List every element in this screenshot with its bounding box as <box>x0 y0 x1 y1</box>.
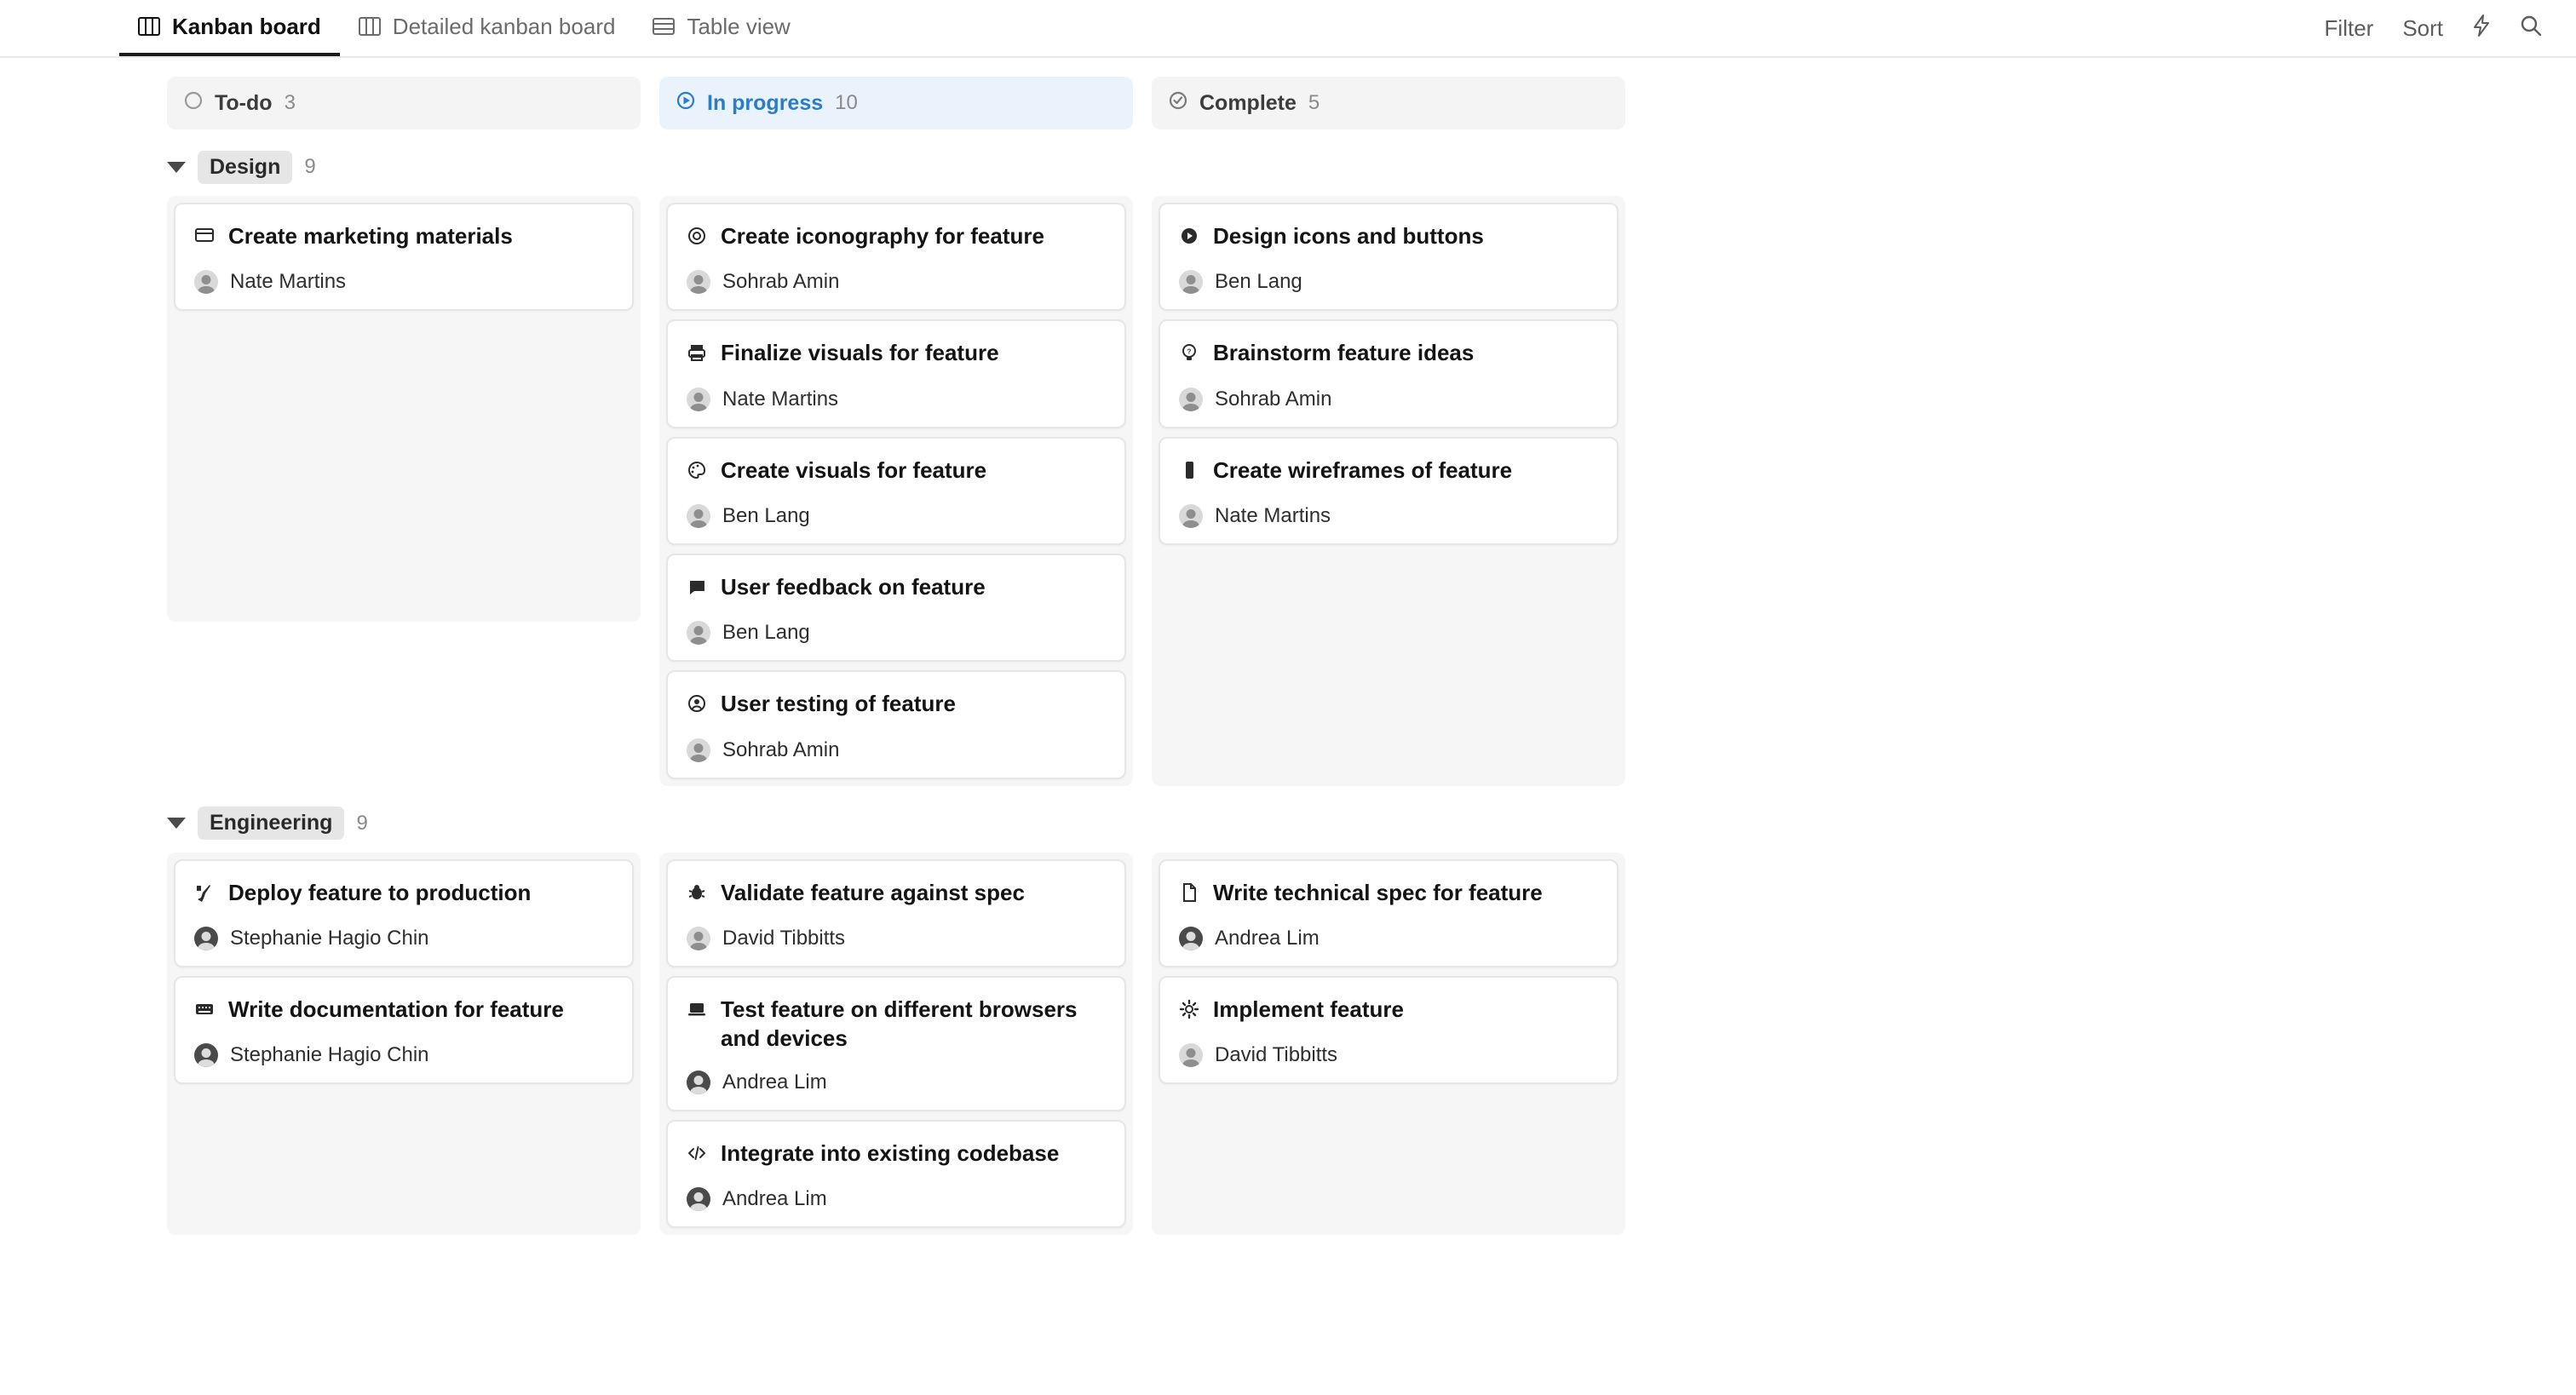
card[interactable] <box>1159 319 1619 428</box>
play-circle-icon <box>1179 224 1199 253</box>
card[interactable] <box>666 319 1126 428</box>
card-title-row <box>1179 338 1598 370</box>
card-title-row <box>687 878 1106 910</box>
group-name: Design <box>198 151 292 184</box>
kanban-board <box>0 58 2576 1395</box>
avatar <box>1179 388 1203 411</box>
group-engineering <box>0 801 2576 1235</box>
card[interactable] <box>1159 437 1619 545</box>
card-assignee <box>687 504 1106 528</box>
group-design <box>0 145 2576 786</box>
card-title-row <box>687 689 1106 720</box>
code-icon <box>687 1141 707 1170</box>
print-icon <box>687 341 707 370</box>
card[interactable] <box>666 670 1126 778</box>
avatar <box>687 738 710 762</box>
column-title: Complete <box>1199 90 1297 115</box>
group-header[interactable] <box>0 801 2576 846</box>
assignee-name: Ben Lang <box>722 621 810 645</box>
person-circle-icon <box>687 692 707 720</box>
lane-in-progress-engineering <box>659 852 1133 1235</box>
card-title-row <box>1179 456 1598 487</box>
avatar <box>687 621 710 645</box>
rocket-icon <box>194 881 215 910</box>
card-title-row <box>194 878 613 910</box>
group-count: 9 <box>304 155 316 178</box>
card-title-row <box>194 221 613 253</box>
lane-complete-engineering <box>1152 852 1625 1235</box>
card-title-row <box>1179 995 1598 1026</box>
card-title-row <box>194 995 613 1026</box>
lightning-icon[interactable] <box>2472 14 2491 43</box>
circle-icon <box>184 91 203 116</box>
card-title: Brainstorm feature ideas <box>1213 340 1475 366</box>
gear-icon <box>1179 997 1199 1026</box>
card-assignee <box>1179 927 1598 950</box>
card[interactable] <box>666 976 1126 1111</box>
card-title: Test feature on different browsers and devices <box>721 996 1078 1052</box>
card-title: Create iconography for feature <box>721 223 1044 249</box>
keyboard-icon <box>194 997 215 1026</box>
tab-kanban-board[interactable] <box>119 0 340 56</box>
card-assignee <box>687 1187 1106 1211</box>
card-assignee <box>687 388 1106 411</box>
group-count: 9 <box>356 811 368 835</box>
card-title: User testing of feature <box>721 691 956 717</box>
card-title: Write documentation for feature <box>228 996 564 1022</box>
assignee-name: Andrea Lim <box>722 1070 827 1094</box>
column-title: In progress <box>707 90 824 115</box>
avatar <box>194 927 218 950</box>
card-title: Implement feature <box>1213 996 1404 1022</box>
column-header-complete[interactable] <box>1152 77 1625 129</box>
document-icon <box>1179 881 1199 910</box>
tab-table-view[interactable] <box>634 0 808 56</box>
column-count: 3 <box>284 91 296 114</box>
card[interactable] <box>666 437 1126 545</box>
avatar <box>687 927 710 950</box>
assignee-name: Sohrab Amin <box>1215 387 1332 410</box>
card-title: Create wireframes of feature <box>1213 456 1513 483</box>
card[interactable] <box>1159 859 1619 967</box>
avatar <box>687 1187 710 1211</box>
card-title: Design icons and buttons <box>1213 223 1484 249</box>
lane-complete-design <box>1152 196 1625 786</box>
bug-icon <box>687 881 707 910</box>
assignee-name: Andrea Lim <box>1215 926 1320 950</box>
chat-icon <box>687 575 707 604</box>
column-count: 5 <box>1308 91 1320 114</box>
column-header-in-progress[interactable] <box>659 77 1133 129</box>
presentation-icon <box>194 224 215 253</box>
card-title: Create marketing materials <box>228 223 513 249</box>
card-title-row <box>687 995 1106 1053</box>
card-title-row <box>1179 221 1598 253</box>
card-title-row <box>687 456 1106 487</box>
mobile-icon <box>1179 458 1199 487</box>
group-header[interactable] <box>0 145 2576 189</box>
avatar <box>194 1043 218 1067</box>
card[interactable] <box>666 554 1126 662</box>
card-title: Write technical spec for feature <box>1213 879 1543 905</box>
card-assignee <box>194 1043 613 1067</box>
card[interactable] <box>174 859 634 967</box>
avatar <box>1179 504 1203 528</box>
toolbar-actions <box>2325 0 2542 56</box>
card[interactable] <box>1159 203 1619 311</box>
column-headers <box>0 77 2576 129</box>
assignee-name: Sohrab Amin <box>722 738 840 761</box>
assignee-name: David Tibbitts <box>1215 1043 1338 1067</box>
laptop-icon <box>687 997 707 1026</box>
columns-icon <box>138 16 160 37</box>
palette-icon <box>687 458 707 487</box>
assignee-name: Ben Lang <box>1215 270 1302 294</box>
card-assignee <box>687 621 1106 645</box>
card-title-row <box>1179 878 1598 910</box>
card-title-row <box>687 221 1106 253</box>
tab-label: Table view <box>687 13 791 39</box>
lightbulb-icon <box>1179 341 1199 370</box>
card-title: Finalize visuals for feature <box>721 340 999 366</box>
svg-text:?: ? <box>1187 347 1192 356</box>
assignee-name: David Tibbitts <box>722 926 846 950</box>
card-assignee <box>1179 270 1598 294</box>
card-title: Integrate into existing codebase <box>721 1140 1060 1166</box>
top-toolbar <box>0 0 2576 58</box>
avatar <box>687 504 710 528</box>
column-count: 10 <box>835 91 858 114</box>
tab-detailed-kanban-board[interactable] <box>340 0 635 56</box>
assignee-name: Nate Martins <box>230 270 347 294</box>
card-title-row <box>687 338 1106 370</box>
assignee-name: Stephanie Hagio Chin <box>230 926 429 950</box>
card[interactable] <box>174 203 634 311</box>
card-title: Deploy feature to production <box>228 879 532 905</box>
group-lanes <box>0 196 2576 786</box>
card-title: User feedback on feature <box>721 573 986 600</box>
assignee-name: Nate Martins <box>722 387 839 410</box>
card-assignee <box>1179 1043 1598 1067</box>
card-title: Create visuals for feature <box>721 456 987 483</box>
card-title-row <box>687 572 1106 604</box>
assignee-name: Sohrab Amin <box>722 270 840 294</box>
assignee-name: Ben Lang <box>722 503 810 527</box>
lane-todo-design <box>167 196 641 622</box>
table-icon <box>653 16 675 37</box>
lane-todo-engineering <box>167 852 641 1235</box>
chevron-down-icon[interactable] <box>167 162 186 173</box>
assignee-name: Andrea Lim <box>722 1186 827 1210</box>
group-lanes <box>0 852 2576 1235</box>
card-title: Validate feature against spec <box>721 879 1025 905</box>
avatar <box>1179 927 1203 950</box>
column-title: To-do <box>215 90 273 115</box>
columns-icon <box>359 16 381 37</box>
filter-button[interactable]: Filter <box>2324 14 2374 41</box>
avatar <box>1179 270 1203 294</box>
card-assignee <box>1179 504 1598 528</box>
assignee-name: Nate Martins <box>1215 503 1331 527</box>
target-icon <box>687 224 707 253</box>
card-assignee <box>194 270 613 294</box>
play-circle-icon <box>676 91 695 116</box>
card[interactable] <box>666 1120 1126 1228</box>
check-circle-icon <box>1169 91 1187 116</box>
avatar <box>687 1071 710 1094</box>
card-title-row <box>687 1139 1106 1170</box>
card-assignee <box>1179 388 1598 411</box>
lane-in-progress-design <box>659 196 1133 786</box>
card-assignee <box>687 738 1106 762</box>
card[interactable] <box>666 203 1126 311</box>
avatar <box>1179 1043 1203 1067</box>
sort-button[interactable]: Sort <box>2402 14 2443 41</box>
view-tabs <box>119 0 809 56</box>
card-assignee <box>194 927 613 950</box>
avatar <box>687 270 710 294</box>
avatar <box>194 270 218 294</box>
avatar <box>687 388 710 411</box>
search-icon[interactable] <box>2520 14 2542 43</box>
assignee-name: Stephanie Hagio Chin <box>230 1043 429 1067</box>
group-name: Engineering <box>198 807 344 840</box>
chevron-down-icon[interactable] <box>167 818 186 829</box>
card[interactable] <box>174 976 634 1084</box>
card-assignee <box>687 1071 1106 1094</box>
column-header-todo[interactable] <box>167 77 641 129</box>
card[interactable] <box>666 859 1126 967</box>
tab-label: Detailed kanban board <box>392 13 616 39</box>
card-assignee <box>687 270 1106 294</box>
card-assignee <box>687 927 1106 950</box>
tab-label: Kanban board <box>172 13 321 39</box>
card[interactable] <box>1159 976 1619 1084</box>
